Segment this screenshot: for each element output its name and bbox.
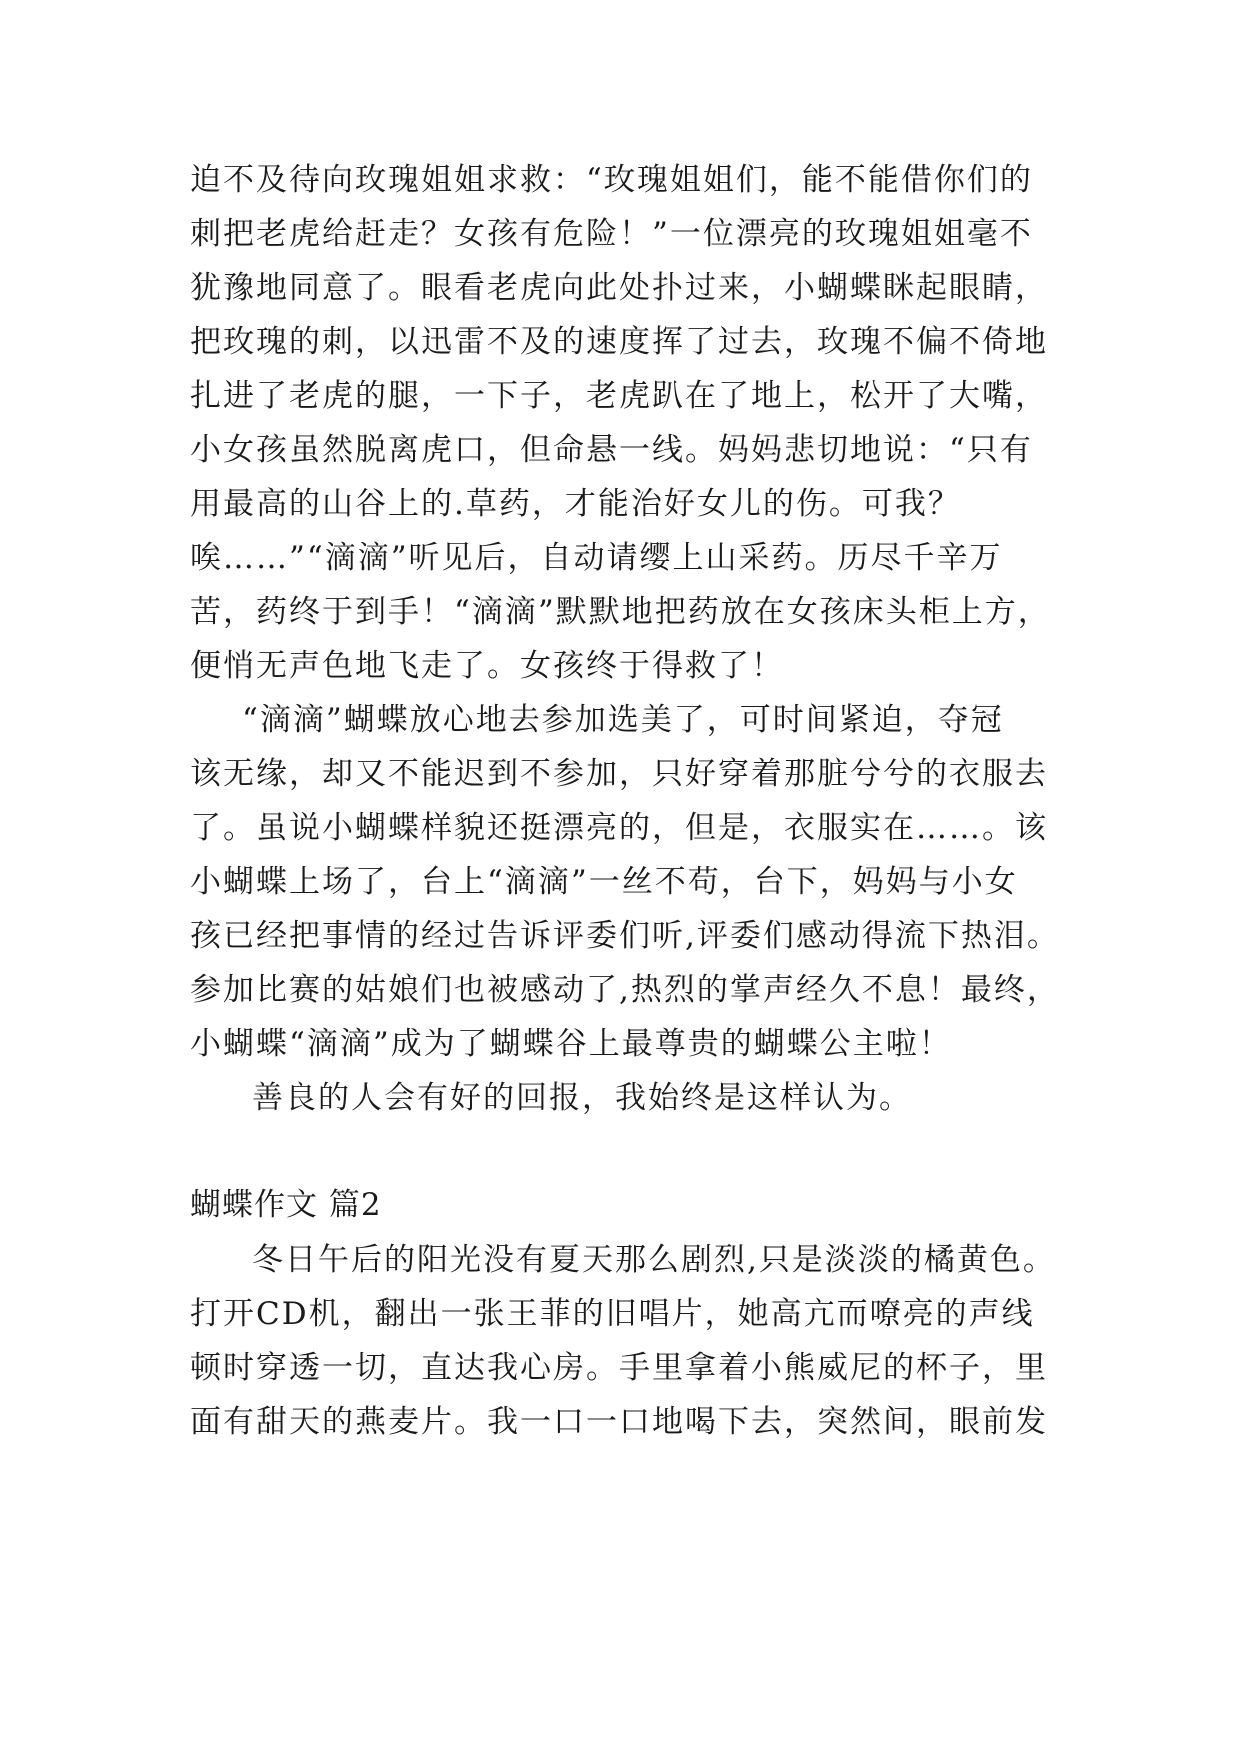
text-line: 面有甜天的燕麦片。我一口一口地喝下去，突然间，眼前发	[190, 1404, 1048, 1440]
text-line: 唉……”“滴滴”听见后，自动请缨上山采药。历尽千辛万	[190, 540, 1003, 576]
text-line: 犹豫地同意了。眼看老虎向此处扑过来，小蝴蝶眯起眼睛，	[190, 270, 1048, 306]
text-line: 用最高的山谷上的.草药，才能治好女儿的伤。可我？	[190, 486, 961, 522]
paragraph-start-line: 冬日午后的阳光没有夏天那么剧烈,只是淡淡的橘黄色。	[252, 1242, 1056, 1278]
text-line: 了。虽说小蝴蝶样貌还挺漂亮的，但是，衣服实在……。该	[190, 810, 1048, 846]
text-line: 打开CD机，翻出一张王菲的旧唱片，她高亢而嘹亮的声线	[190, 1296, 1035, 1332]
text-line: 便悄无声色地飞走了。女孩终于得救了！	[190, 648, 784, 684]
text-line: 顿时穿透一切，直达我心房。手里拿着小熊威尼的杯子，里	[190, 1350, 1048, 1386]
text-line: 苦，药终于到手！“滴滴”默默地把药放在女孩床头柜上方，	[190, 594, 1051, 630]
text-line: 该无缘，却又不能迟到不参加，只好穿着那脏兮兮的衣服去	[190, 756, 1048, 792]
text-line: 迫不及待向玫瑰姐姐求救：“玫瑰姐姐们，能不能借你们的	[190, 162, 1033, 198]
text-line: 小蝴蝶上场了，台上“滴滴”一丝不苟，台下，妈妈与小女	[190, 864, 1018, 900]
paragraph-start-line: 善良的人会有好的回报，我始终是这样认为。	[252, 1080, 912, 1116]
paragraph-start-line: “滴滴”蝴蝶放心地去参加选美了，可时间紧迫，夺冠	[242, 702, 1004, 738]
text-line: 孩已经把事情的经过告诉评委们听,评委们感动得流下热泪。	[190, 918, 1060, 954]
text-line: 把玫瑰的刺，以迅雷不及的速度挥了过去，玫瑰不偏不倚地	[190, 324, 1048, 360]
text-line: 扎进了老虎的腿，一下子，老虎趴在了地上，松开了大嘴，	[190, 378, 1048, 414]
section-heading: 蝴蝶作文 篇2	[190, 1187, 382, 1223]
text-line: 刺把老虎给赶走？女孩有危险！”一位漂亮的玫瑰姐姐毫不	[190, 216, 1033, 252]
text-line: 小女孩虽然脱离虎口，但命悬一线。妈妈悲切地说：“只有	[190, 432, 1033, 468]
text-line: 小蝴蝶“滴滴”成为了蝴蝶谷上最尊贵的蝴蝶公主啦！	[190, 1026, 952, 1062]
text-line: 参加比赛的姑娘们也被感动了,热烈的掌声经久不息！最终，	[190, 972, 1060, 1008]
